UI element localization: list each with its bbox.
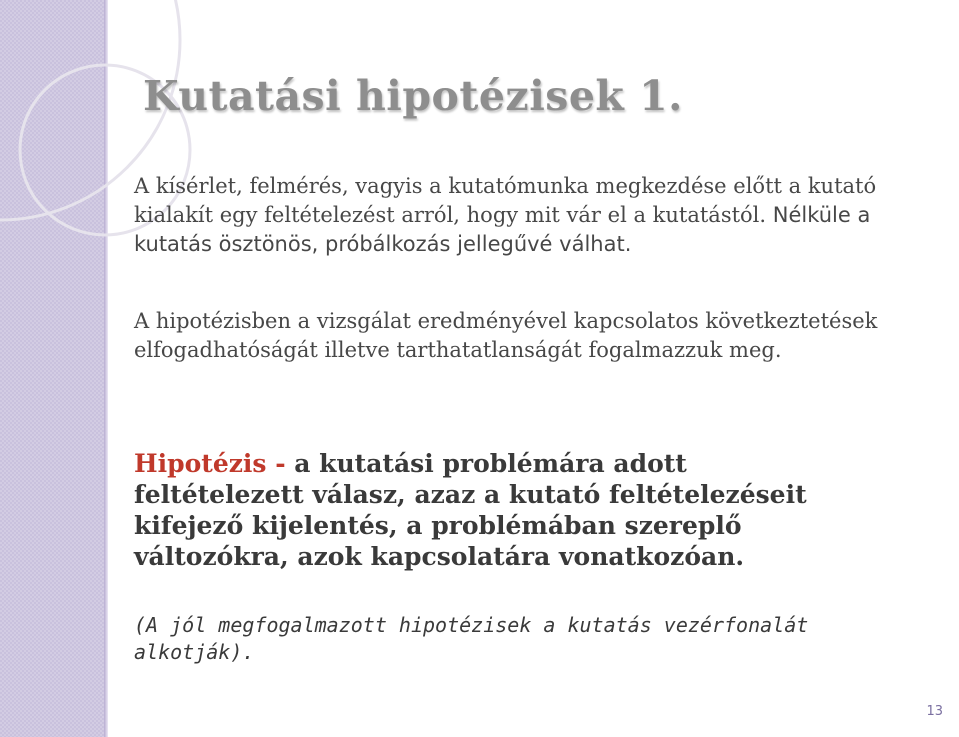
intro-paragraph-main: A kísérlet, felmérés, vagyis a kutatómunka megkezdése előtt a kutató kialakít egy feltételezést arról, hogy mit vár el a kutatástól. <box>134 174 877 227</box>
intro-paragraph-tail: Nélküle a kutatás ösztönös, próbálkozás jellegűvé válhat. <box>134 203 871 256</box>
definition-block <box>134 448 834 572</box>
decorative-sidebar <box>0 0 108 737</box>
page-number: 13 <box>926 704 943 719</box>
italic-note: (A jól megfogalmazott hipotézisek a kutatás vezérfonalát alkotják). <box>134 613 809 664</box>
slide-title: Kutatási hipotézisek 1. <box>143 72 683 120</box>
hypothesis-paragraph: A hipotézisben a vizsgálat eredményével kapcsolatos következtetések elfogadhatóságát illetve tarthatatlanságát fogalmazzuk meg. <box>134 309 878 362</box>
definition-text: a kutatási problémára adott feltételezett válasz, azaz a kutató feltételezéseit kifejező kijelentés, a problémában szereplő változókra, azok kapcsolatára vonatkozóan. <box>134 449 807 571</box>
intro-paragraph <box>134 172 894 259</box>
definition-term: Hipotézis - <box>134 449 286 478</box>
sidebar-edge <box>104 0 108 737</box>
